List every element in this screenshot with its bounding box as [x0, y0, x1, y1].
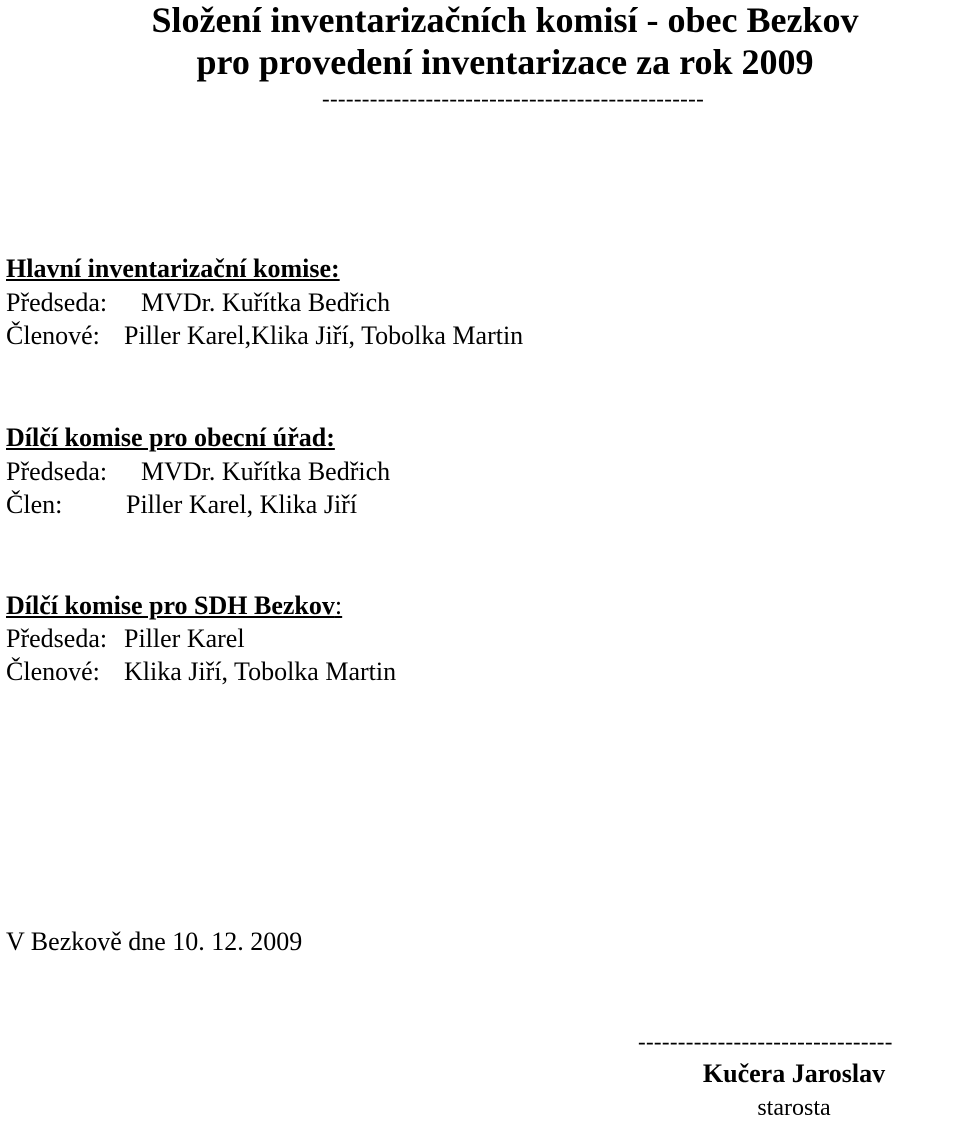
chair-value: Piller Karel: [124, 624, 245, 653]
section-heading-sdh: [6, 590, 342, 622]
chair-label: Předseda:: [6, 288, 108, 317]
members-label: Členové:: [6, 657, 100, 686]
member-label: Člen:: [6, 490, 63, 519]
main-members-row: [6, 320, 524, 352]
document-title: Složení inventarizačních komisí - obec Bezkov: [151, 0, 859, 40]
section-heading-sdh-colon: :: [334, 591, 343, 620]
chair-label: Předseda:: [6, 624, 108, 653]
signature-line: --------------------------------: [638, 1029, 893, 1054]
sdh-members-row: [6, 656, 397, 688]
section-heading-main: Hlavní inventarizační komise:: [6, 254, 340, 283]
sdh-chair-row: [6, 623, 245, 655]
office-member-row: [6, 489, 358, 521]
members-label: Členové:: [6, 321, 100, 350]
place-and-date: V Bezkově dne 10. 12. 2009: [6, 927, 303, 956]
signatory-name: Kučera Jaroslav: [702, 1059, 886, 1088]
office-chair-row: [6, 456, 391, 488]
chair-value: MVDr. Kuřítka Bedřich: [141, 288, 391, 317]
member-value: Piller Karel, Klika Jiří: [126, 490, 358, 519]
title-separator: ------------------------------------------------: [322, 86, 705, 111]
signatory-role: starosta: [757, 1095, 831, 1121]
chair-value: MVDr. Kuřítka Bedřich: [141, 457, 391, 486]
main-chair-row: [6, 287, 391, 319]
members-value: Piller Karel,Klika Jiří, Tobolka Martin: [124, 321, 524, 350]
section-heading-sdh-text: Dílčí komise pro SDH Bezkov: [6, 591, 335, 620]
document-subtitle: pro provedení inventarizace za rok 2009: [196, 42, 814, 82]
section-heading-office: Dílčí komise pro obecní úřad:: [6, 423, 335, 452]
chair-label: Předseda:: [6, 457, 108, 486]
members-value: Klika Jiří, Tobolka Martin: [124, 657, 397, 686]
